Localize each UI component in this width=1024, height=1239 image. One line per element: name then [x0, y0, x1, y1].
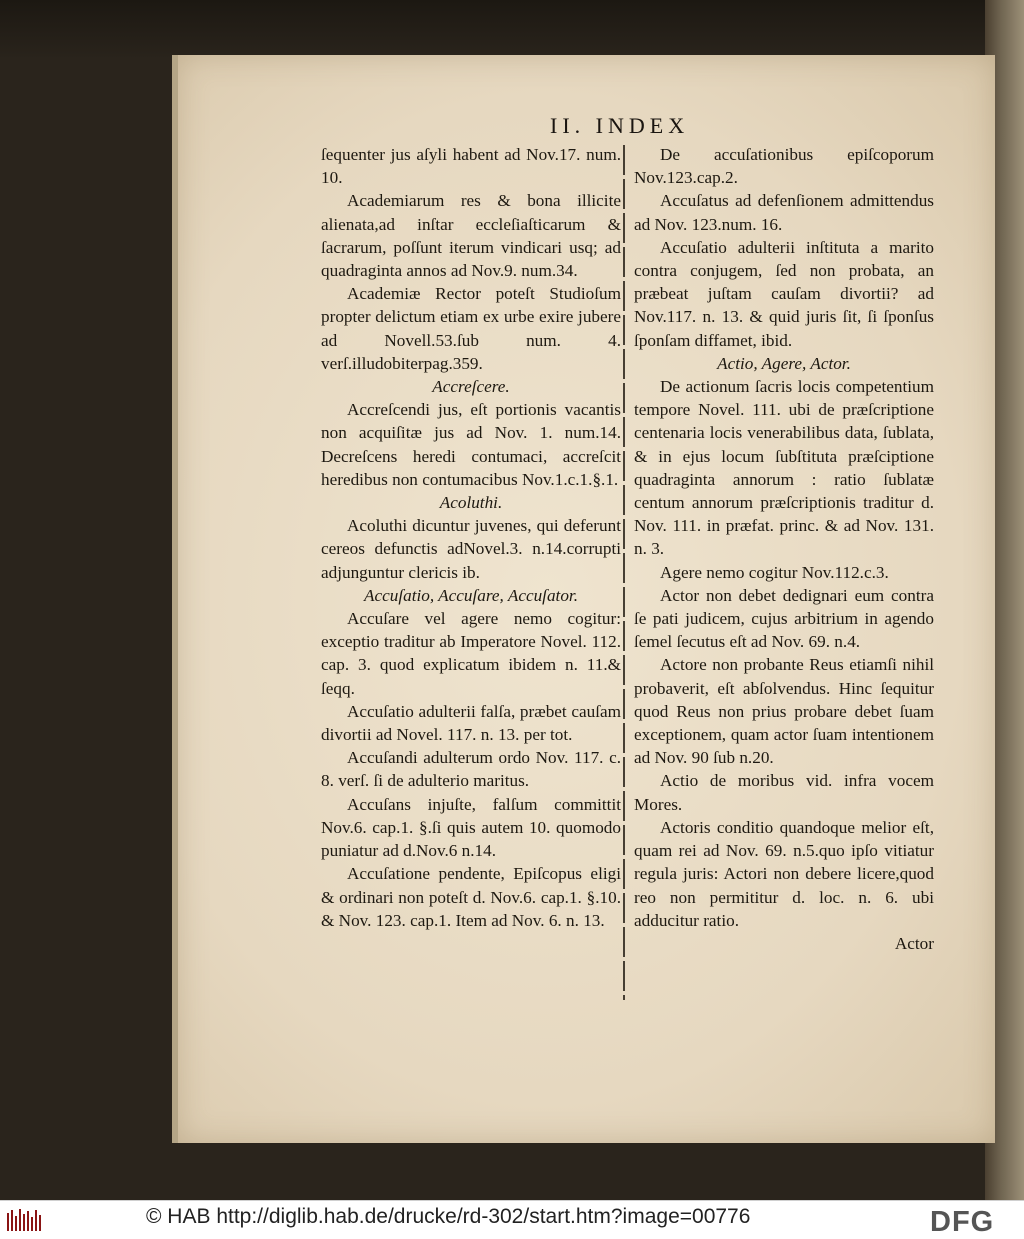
index-entry: Accreſcendi jus, eſt portionis vacantis non acquiſitæ jus ad Nov. 1. num.14. Decreſcens heredi contumaci, accreſcit heredibus non contumacibus Nov.1.c.1.§.1. — [321, 400, 621, 489]
index-entry: De accuſationibus epiſcoporum Nov.123.cap.2. — [634, 145, 934, 188]
index-entry: Accuſatus ad defenſionem admittendus ad Nov. 123.num. 16. — [634, 191, 934, 234]
index-entry: Accuſare vel agere nemo cogitur: exceptio traditur ab Imperatore Novel. 112. cap. 3. quod explicatum ibidem n. 11.& ſeqq. — [321, 609, 621, 698]
index-entry: Actoris conditio quandoque melior eſt, quam rei ad Nov. 69. n.5.quo ipſo vitiatur regula juris: Actori non debere licere,quod reo non permititur d. loc. n. 6. ubi adducitur ratio. — [634, 817, 934, 930]
copyright-url[interactable]: © HAB http://diglib.hab.de/drucke/rd-302/start.htm?image=00776 — [146, 1205, 751, 1228]
index-entry: Actore non probante Reus etiamſi nihil probaverit, eſt abſolvendus. Hinc ſequitur quod Reus non prius probare debet ſuam exceptionem, quam actor ſuam intentionem ad Nov. 90 ſub n.20. — [634, 655, 934, 768]
index-entry: Acoluthi dicuntur juvenes, qui deferunt cereos defunctis adNovel.3. n.14.corrupti adjunguntur clericis ib. — [321, 516, 621, 582]
index-heading: Acoluthi. — [439, 493, 503, 513]
index-entry: ſequenter jus aſyli habent ad Nov.17. num. 10. — [321, 145, 621, 188]
index-entry: De actionum ſacris locis competentium tempore Novel. 111. ubi de præſcriptione centenaria locis venerabilibus data, ſublata, & in ejus locum ſubſtituta præſciptione quadraginta annorum : ratio ſublatæ centum annorum præſcriptionis traditur d. Nov. 111. in præfat. princ. & ad Nov. 131. n. 3. — [634, 377, 934, 559]
index-entry: Academiarum res & bona illicite alienata,ad inſtar eccleſiaſticarum & ſacrarum, poſſunt iterum vindicari usq; ad quadraginta annos ad Nov.9. num.34. — [321, 191, 621, 281]
index-heading: Accreſcere. — [432, 377, 510, 397]
index-entry: Accuſatio adulterii falſa, præbet cauſam divortii ad Novel. 117. n. 13. per tot. — [321, 701, 621, 745]
running-head: II. INDEX — [550, 113, 690, 138]
index-entry: Accuſatio adulterii inſtituta a marito contra conjugem, ſed non probata, an præbeat juſtam cauſam divortii? ad Nov.117. n. 13. & quid juris ſit, ſi ſponſus ſponſam diffamet, ibid. — [634, 237, 934, 350]
index-entry: Academiæ Rector poteſt Studioſum propter delictum etiam ex urbe exire jubere ad Novell.53.ſub num. 4. verſ.illudobiterpag.359. — [321, 284, 621, 373]
index-heading: Actio, Agere, Actor. — [717, 353, 851, 373]
index-entry: Accuſatione pendente, Epiſcopus eligi & ordinari non poteſt d. Nov.6. cap.1. §.10. & Nov. 123. cap.1. Item ad Nov. 6. n. 13. — [321, 864, 621, 930]
column-divider — [623, 145, 625, 1000]
index-entry: Actio de moribus vid. infra vocem Mores. — [634, 771, 934, 814]
hab-logo-icon — [6, 1207, 44, 1233]
index-entry: Agere nemo cogitur Nov.112.c.3. — [660, 562, 889, 582]
index-heading: Accuſatio, Accuſare, Accuſator. — [364, 585, 578, 605]
index-entry: Actor — [894, 933, 934, 953]
index-entry: Accuſandi adulterum ordo Nov. 117. c. 8. verſ. ſi de adulterio maritus. — [321, 748, 621, 791]
scan-background-top — [0, 0, 1024, 60]
right-column — [634, 143, 934, 955]
viewer-footer — [0, 1200, 1024, 1239]
index-entry: Accuſans injuſte, falſum committit Nov.6. cap.1. §.ſi quis autem 10. quomodo puniatur ad d.Nov.6 n.14. — [321, 794, 621, 861]
index-entry: Actor non debet dedignari eum contra ſe pati judicem, cujus arbitrium in agendo ſemel ſecutus eſt ad Nov. 69. n.4. — [634, 585, 934, 652]
left-column — [321, 143, 621, 932]
dfg-logo: DFG — [930, 1206, 995, 1238]
